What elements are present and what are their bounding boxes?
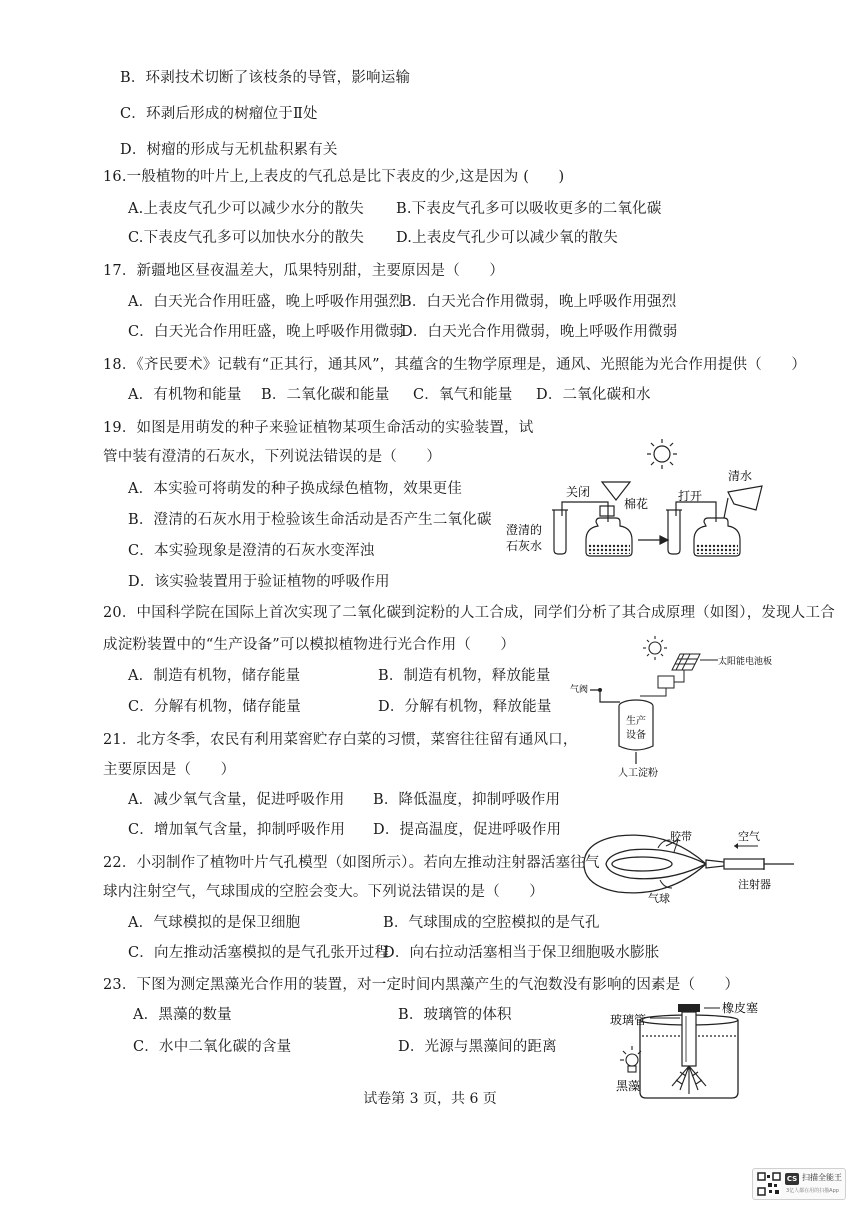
arrow-icon	[638, 536, 668, 544]
q19-option-c: C．本实验现象是澄清的石灰水变浑浊	[128, 543, 375, 559]
q20-figure-starch-synthesis	[560, 630, 800, 780]
syringe-icon	[706, 858, 794, 870]
label-open: 打开	[678, 489, 703, 503]
label-solar-panel: 太阳能电池板	[718, 657, 773, 667]
q19-option-d: D．该实验装置用于验证植物的呼吸作用	[128, 574, 390, 590]
label-glass-tube: 玻璃管	[610, 1013, 647, 1027]
q23-option-d: D．光源与黑藻间的距离	[398, 1039, 557, 1055]
q22-stem-line1: 22．小羽制作了植物叶片气孔模型（如图所示）。若向左推动注射器活塞往气	[103, 855, 600, 871]
q17-stem: 17．新疆地区昼夜温差大，瓜果特别甜，主要原因是（ ）	[103, 263, 505, 279]
q20-option-d: D．分解有机物，释放能量	[378, 699, 552, 715]
glass-tube	[682, 1012, 696, 1066]
q22-stem-line2: 球内注射空气，气球围成的空腔会变大。下列说法错误的是（ ）	[103, 884, 544, 900]
label-device-line2: 设备	[626, 730, 646, 741]
scanner-watermark	[752, 1168, 846, 1200]
q22-option-b: B．气球围成的空腔模拟的是气孔	[383, 915, 600, 931]
q20-option-b: B．制造有机物，释放能量	[378, 668, 551, 684]
q22-option-d: D．向右拉动活塞相当于保卫细胞吸水膨胀	[383, 945, 660, 961]
q23-stem: 23．下图为测定黑藻光合作用的装置，对一定时间内黑藻产生的气泡数没有影响的因素是（ ）	[103, 977, 740, 993]
q21-option-c: C．增加氧气含量，抑制呼吸作用	[128, 822, 346, 838]
label-syringe: 注射器	[738, 878, 771, 891]
q15-option-b: B．环剥技术切断了该枝条的导管，影响运输	[120, 70, 411, 86]
q22-figure-stoma-model	[578, 826, 798, 904]
q17-option-c: C．白天光合作用旺盛，晚上呼吸作用微弱	[128, 324, 404, 340]
rubber-stopper	[678, 1004, 700, 1012]
q20-stem-line1: 20．中国科学院在国际上首次实现了二氧化碳到淀粉的人工合成，同学们分析了其合成原理（如图），发现人工合	[103, 605, 835, 621]
q17-option-b: B．白天光合作用微弱，晚上呼吸作用强烈	[401, 294, 677, 310]
q18-option-d: D．二氧化碳和水	[536, 387, 651, 403]
label-lime-line1: 澄清的	[506, 523, 543, 537]
q17-option-d: D．白天光合作用微弱，晚上呼吸作用微弱	[401, 324, 678, 340]
scanner-app-name: 扫描全能王	[802, 1173, 842, 1182]
q16-option-a: A.上表皮气孔少可以减少水分的散失	[128, 201, 364, 217]
scanner-app-tagline: 3亿人都在用的扫描App	[786, 1188, 839, 1194]
q19-option-a: A．本实验可将萌发的种子换成绿色植物，效果更佳	[128, 481, 463, 497]
q21-option-a: A．减少氧气含量，促进呼吸作用	[128, 792, 345, 808]
q18-option-a: A．有机物和能量	[128, 387, 242, 403]
q23-option-b: B．玻璃管的体积	[398, 1007, 512, 1023]
q16-stem: 16.一般植物的叶片上,上表皮的气孔总是比下表皮的少,这是因为 ( )	[103, 169, 565, 185]
label-lime-line2: 石灰水	[506, 539, 543, 553]
label-device-line1: 生产	[626, 716, 646, 727]
q21-stem-line2: 主要原因是（ ）	[103, 762, 236, 778]
label-air: 空气	[738, 830, 760, 843]
label-starch: 人工淀粉	[618, 768, 658, 779]
q19-stem-line1: 19．如图是用萌发的种子来验证植物某项生命活动的实验装置，试	[103, 420, 534, 436]
battery-box	[658, 676, 674, 688]
label-elodea: 黑藻	[616, 1079, 641, 1093]
label-balloon: 气球	[648, 892, 670, 904]
q19-stem-line2: 管中装有澄清的石灰水，下列说法错误的是（ ）	[103, 449, 442, 465]
q22-option-a: A．气球模拟的是保卫细胞	[128, 915, 301, 931]
solar-panel-icon	[672, 654, 700, 670]
q21-option-b: B．降低温度，抑制呼吸作用	[373, 792, 561, 808]
q15-option-d: D．树瘤的形成与无机盐积累有关	[120, 142, 338, 158]
q21-option-d: D．提高温度，促进呼吸作用	[373, 822, 562, 838]
q23-figure-elodea-setup	[610, 996, 800, 1102]
label-stopper: 橡皮塞	[722, 1001, 759, 1015]
label-close: 关闭	[566, 485, 591, 499]
seeds-left	[588, 544, 630, 554]
q18-option-c: C．氧气和能量	[413, 387, 513, 403]
camscanner-logo: CS	[786, 1175, 798, 1183]
q18-stem: 18．《齐民要术》记载有“正其行，通其风”，其蕴含的生物学原理是，通风、光照能为光合作用提供（ ）	[103, 357, 807, 373]
q20-stem-line2: 成淀粉装置中的“生产设备”可以模拟植物进行光合作用（ ）	[103, 637, 516, 653]
q15-option-c: C．环剥后形成的树瘤位于Ⅱ处	[120, 106, 318, 122]
q20-option-a: A．制造有机物，储存能量	[128, 668, 301, 684]
q22-option-c: C．向左推动活塞模拟的是气孔张开过程	[128, 945, 390, 961]
label-valve: 气阀	[570, 685, 589, 695]
q16-option-b: B.下表皮气孔多可以吸收更多的二氧化碳	[396, 201, 662, 217]
label-tape: 胶带	[670, 830, 692, 843]
lamp-icon	[620, 1046, 641, 1072]
balloon-icon	[584, 835, 706, 893]
qr-code-icon	[757, 1172, 781, 1196]
q23-option-a: A．黑藻的数量	[133, 1007, 232, 1023]
q20-option-c: C．分解有机物，储存能量	[128, 699, 301, 715]
q17-option-a: A．白天光合作用旺盛，晚上呼吸作用强烈	[128, 294, 404, 310]
label-water: 清水	[728, 469, 753, 483]
page-footer: 试卷第 3 页，共 6 页	[363, 1091, 497, 1107]
q16-option-c: C.下表皮气孔多可以加快水分的散失	[128, 230, 365, 246]
q18-option-b: B．二氧化碳和能量	[261, 387, 390, 403]
label-cotton: 棉花	[624, 497, 649, 511]
q16-option-d: D.上表皮气孔少可以减少氧的散失	[396, 230, 618, 246]
sun-icon	[647, 439, 677, 469]
q19-option-b: B．澄清的石灰水用于检验该生命活动是否产生二氧化碳	[128, 512, 492, 528]
q19-figure-seed-respiration	[500, 436, 770, 566]
seeds-right	[696, 544, 738, 554]
q23-option-c: C．水中二氧化碳的含量	[133, 1039, 292, 1055]
q21-stem-line1: 21．北方冬季，农民有利用菜窖贮存白菜的习惯，菜窖往往留有通风口，	[103, 732, 578, 748]
sun-icon	[643, 636, 667, 660]
